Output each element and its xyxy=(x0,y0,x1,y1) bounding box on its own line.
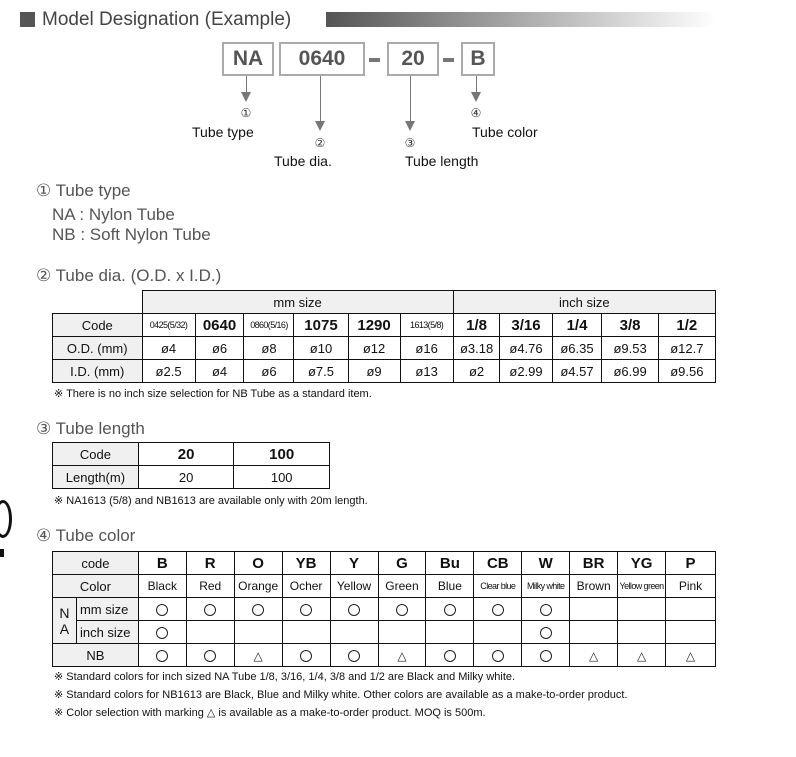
od-cell: ø3.18 xyxy=(453,337,500,360)
color-name: Black xyxy=(138,575,186,598)
dia-code: 1613(5/8) xyxy=(400,314,453,337)
arrow-down-icon xyxy=(405,121,415,131)
color-name: Clear blue xyxy=(474,575,522,598)
inch-mark-cell xyxy=(234,621,282,644)
circle-mark-icon xyxy=(300,650,312,662)
dia-code: 1290 xyxy=(348,314,400,337)
inch-mark-cell xyxy=(666,621,716,644)
id-cell: ø9 xyxy=(348,360,400,383)
arrow-down-icon xyxy=(315,121,325,131)
arrow-down-icon xyxy=(241,92,251,102)
color-name: Orange xyxy=(234,575,282,598)
color-code: R xyxy=(186,552,234,575)
arrow-line-2 xyxy=(320,76,321,121)
arrow-down-icon xyxy=(471,92,481,102)
circle-mark-icon xyxy=(252,604,264,616)
section-tube-color-title: ④ Tube color xyxy=(36,526,136,545)
nb-mark-cell xyxy=(234,644,282,667)
od-cell: ø12.7 xyxy=(658,337,715,360)
od-cell: ø9.53 xyxy=(602,337,658,360)
circle-mark-icon xyxy=(444,650,456,662)
part-box-type: NA xyxy=(222,42,274,76)
mm-mark-cell xyxy=(426,598,474,621)
color-code: O xyxy=(234,552,282,575)
inch-mark-cell xyxy=(522,621,570,644)
mm-mark-cell xyxy=(474,598,522,621)
nb-mark-cell xyxy=(570,644,618,667)
inch-mark-cell xyxy=(426,621,474,644)
color-name: Yellow xyxy=(330,575,378,598)
id-cell: ø9.56 xyxy=(658,360,715,383)
color-name: Yellow green xyxy=(618,575,666,598)
arrow-line-4 xyxy=(476,76,477,92)
color-name: Pink xyxy=(666,575,716,598)
part-box-color: B xyxy=(461,42,495,76)
dia-code: 3/8 xyxy=(602,314,658,337)
circle-mark-icon xyxy=(348,604,360,616)
num-2: ② xyxy=(314,136,326,150)
nb-mark-cell xyxy=(282,644,330,667)
mm-mark-cell xyxy=(186,598,234,621)
row-label-nb: NB xyxy=(53,644,139,667)
row-label-color: Color xyxy=(53,575,139,598)
color-name: Green xyxy=(378,575,426,598)
dia-code: 1/8 xyxy=(453,314,500,337)
mm-mark-cell xyxy=(666,598,716,621)
length-cell: 20 xyxy=(138,466,234,489)
od-cell: ø16 xyxy=(400,337,453,360)
arrow-line-3 xyxy=(410,76,411,121)
part-box-length: 20 xyxy=(387,42,439,76)
tube-length-note: ※ NA1613 (5/8) and NB1613 are available only with 20m length. xyxy=(54,495,368,507)
mm-mark-cell xyxy=(234,598,282,621)
nb-mark-cell xyxy=(138,644,186,667)
page-title: Model Designation (Example) xyxy=(42,9,292,30)
od-cell: ø6.35 xyxy=(552,337,602,360)
row-label-mm: mm size xyxy=(76,598,138,621)
color-name: Milky white xyxy=(522,575,570,598)
na-letter-n: N xyxy=(59,604,70,621)
nb-mark-cell xyxy=(666,644,716,667)
circle-mark-icon xyxy=(540,604,552,616)
id-cell: ø2.5 xyxy=(142,360,195,383)
label-tube-color: Tube color xyxy=(472,124,538,140)
mm-mark-cell xyxy=(330,598,378,621)
edge-fragment xyxy=(0,549,4,557)
row-label-code: code xyxy=(53,552,139,575)
triangle-mark-icon: △ xyxy=(636,648,647,663)
color-name: Ocher xyxy=(282,575,330,598)
num-3: ③ xyxy=(404,136,416,150)
nb-mark-cell xyxy=(330,644,378,667)
color-note-2: ※ Standard colors for NB1613 are Black, Blue and Milky white. Other colors are available as a make-to-order product. xyxy=(54,689,628,701)
section-tube-dia-title: ② Tube dia. (O.D. x I.D.) xyxy=(36,266,222,285)
section-tube-length-title: ③ Tube length xyxy=(36,419,145,438)
inch-mark-cell xyxy=(330,621,378,644)
triangle-mark-icon: △ xyxy=(685,648,696,663)
color-code: YB xyxy=(282,552,330,575)
mm-mark-cell xyxy=(378,598,426,621)
color-name: Blue xyxy=(426,575,474,598)
tube-dia-table xyxy=(52,290,716,383)
mm-mark-cell xyxy=(282,598,330,621)
nb-mark-cell xyxy=(426,644,474,667)
color-code: Bu xyxy=(426,552,474,575)
id-cell: ø2 xyxy=(453,360,500,383)
circle-mark-icon xyxy=(348,650,360,662)
inch-mark-cell xyxy=(138,621,186,644)
row-label-code: Code xyxy=(53,314,143,337)
color-name: Brown xyxy=(570,575,618,598)
color-code: G xyxy=(378,552,426,575)
od-cell: ø12 xyxy=(348,337,400,360)
od-cell: ø10 xyxy=(294,337,348,360)
circle-mark-icon xyxy=(156,627,168,639)
inch-mark-cell xyxy=(618,621,666,644)
label-tube-dia: Tube dia. xyxy=(274,153,332,169)
circle-mark-icon xyxy=(540,627,552,639)
length-code: 100 xyxy=(234,443,330,466)
color-code: YG xyxy=(618,552,666,575)
label-tube-length: Tube length xyxy=(405,153,479,169)
circle-mark-icon xyxy=(492,604,504,616)
mm-mark-cell xyxy=(618,598,666,621)
dia-code: 0640 xyxy=(195,314,244,337)
color-name: Red xyxy=(186,575,234,598)
tube-dia-note: ※ There is no inch size selection for NB Tube as a standard item. xyxy=(54,388,372,400)
circle-mark-icon xyxy=(204,650,216,662)
arrow-line-1 xyxy=(246,76,247,92)
triangle-mark-icon: △ xyxy=(397,648,407,663)
inch-mark-cell xyxy=(378,621,426,644)
od-cell: ø4 xyxy=(142,337,195,360)
mm-mark-cell xyxy=(570,598,618,621)
row-label-od: O.D. (mm) xyxy=(53,337,143,360)
blank-cell xyxy=(53,291,143,314)
dia-code: 0860(5/16) xyxy=(244,314,294,337)
color-code: W xyxy=(522,552,570,575)
inch-mark-cell xyxy=(282,621,330,644)
od-cell: ø8 xyxy=(244,337,294,360)
na-label xyxy=(53,598,77,644)
section-tube-type-title: ① Tube type xyxy=(36,181,131,200)
id-cell: ø4 xyxy=(195,360,244,383)
tube-color-table xyxy=(52,551,716,667)
od-cell: ø4.76 xyxy=(500,337,552,360)
header-square-icon xyxy=(20,12,35,27)
color-code: BR xyxy=(570,552,618,575)
dia-code: 1/4 xyxy=(552,314,602,337)
circle-mark-icon xyxy=(156,650,168,662)
od-cell: ø6 xyxy=(195,337,244,360)
color-note-3: ※ Color selection with marking △ is available as a make-to-order product. MOQ is 500m. xyxy=(54,707,486,719)
label-tube-type: Tube type xyxy=(192,124,254,140)
inch-mark-cell xyxy=(570,621,618,644)
row-label-code: Code xyxy=(53,443,139,466)
dia-code: 0425(5/32) xyxy=(142,314,195,337)
circle-mark-icon xyxy=(396,604,408,616)
edge-fragment xyxy=(0,500,12,538)
circle-mark-icon xyxy=(444,604,456,616)
id-cell: ø2.99 xyxy=(500,360,552,383)
inch-mark-cell xyxy=(474,621,522,644)
row-label-id: I.D. (mm) xyxy=(53,360,143,383)
length-code: 20 xyxy=(138,443,234,466)
tube-type-na: NA : Nylon Tube xyxy=(52,205,175,224)
color-code: P xyxy=(666,552,716,575)
id-cell: ø6 xyxy=(244,360,294,383)
dash-2 xyxy=(443,58,454,62)
triangle-mark-icon: △ xyxy=(253,648,263,663)
part-box-dia: 0640 xyxy=(279,42,365,76)
color-code: CB xyxy=(474,552,522,575)
num-4: ④ xyxy=(470,106,482,120)
color-note-1: ※ Standard colors for inch sized NA Tube 1/8, 3/16, 1/4, 3/8 and 1/2 are Black and Milky white. xyxy=(54,671,516,683)
nb-mark-cell xyxy=(618,644,666,667)
mm-mark-cell xyxy=(522,598,570,621)
id-cell: ø4.57 xyxy=(552,360,602,383)
row-label-length: Length(m) xyxy=(53,466,139,489)
nb-mark-cell xyxy=(522,644,570,667)
id-cell: ø13 xyxy=(400,360,453,383)
circle-mark-icon xyxy=(300,604,312,616)
color-code: Y xyxy=(330,552,378,575)
group-inch: inch size xyxy=(453,291,715,314)
dash-1 xyxy=(369,58,380,62)
mm-mark-cell xyxy=(138,598,186,621)
na-letter-a: A xyxy=(59,620,70,637)
circle-mark-icon xyxy=(204,604,216,616)
triangle-mark-icon: △ xyxy=(589,648,599,663)
group-mm: mm size xyxy=(142,291,453,314)
color-code: B xyxy=(138,552,186,575)
tube-type-nb: NB : Soft Nylon Tube xyxy=(52,225,211,244)
circle-mark-icon xyxy=(540,650,552,662)
nb-mark-cell xyxy=(474,644,522,667)
nb-mark-cell xyxy=(378,644,426,667)
num-1: ① xyxy=(240,106,252,120)
dia-code: 1/2 xyxy=(658,314,715,337)
inch-mark-cell xyxy=(186,621,234,644)
dia-code: 1075 xyxy=(294,314,348,337)
circle-mark-icon xyxy=(156,604,168,616)
tube-length-table xyxy=(52,442,330,489)
header-gradient-bar xyxy=(326,12,716,27)
id-cell: ø6.99 xyxy=(602,360,658,383)
nb-mark-cell xyxy=(186,644,234,667)
id-cell: ø7.5 xyxy=(294,360,348,383)
circle-mark-icon xyxy=(492,650,504,662)
row-label-inch: inch size xyxy=(76,621,138,644)
length-cell: 100 xyxy=(234,466,330,489)
dia-code: 3/16 xyxy=(500,314,552,337)
